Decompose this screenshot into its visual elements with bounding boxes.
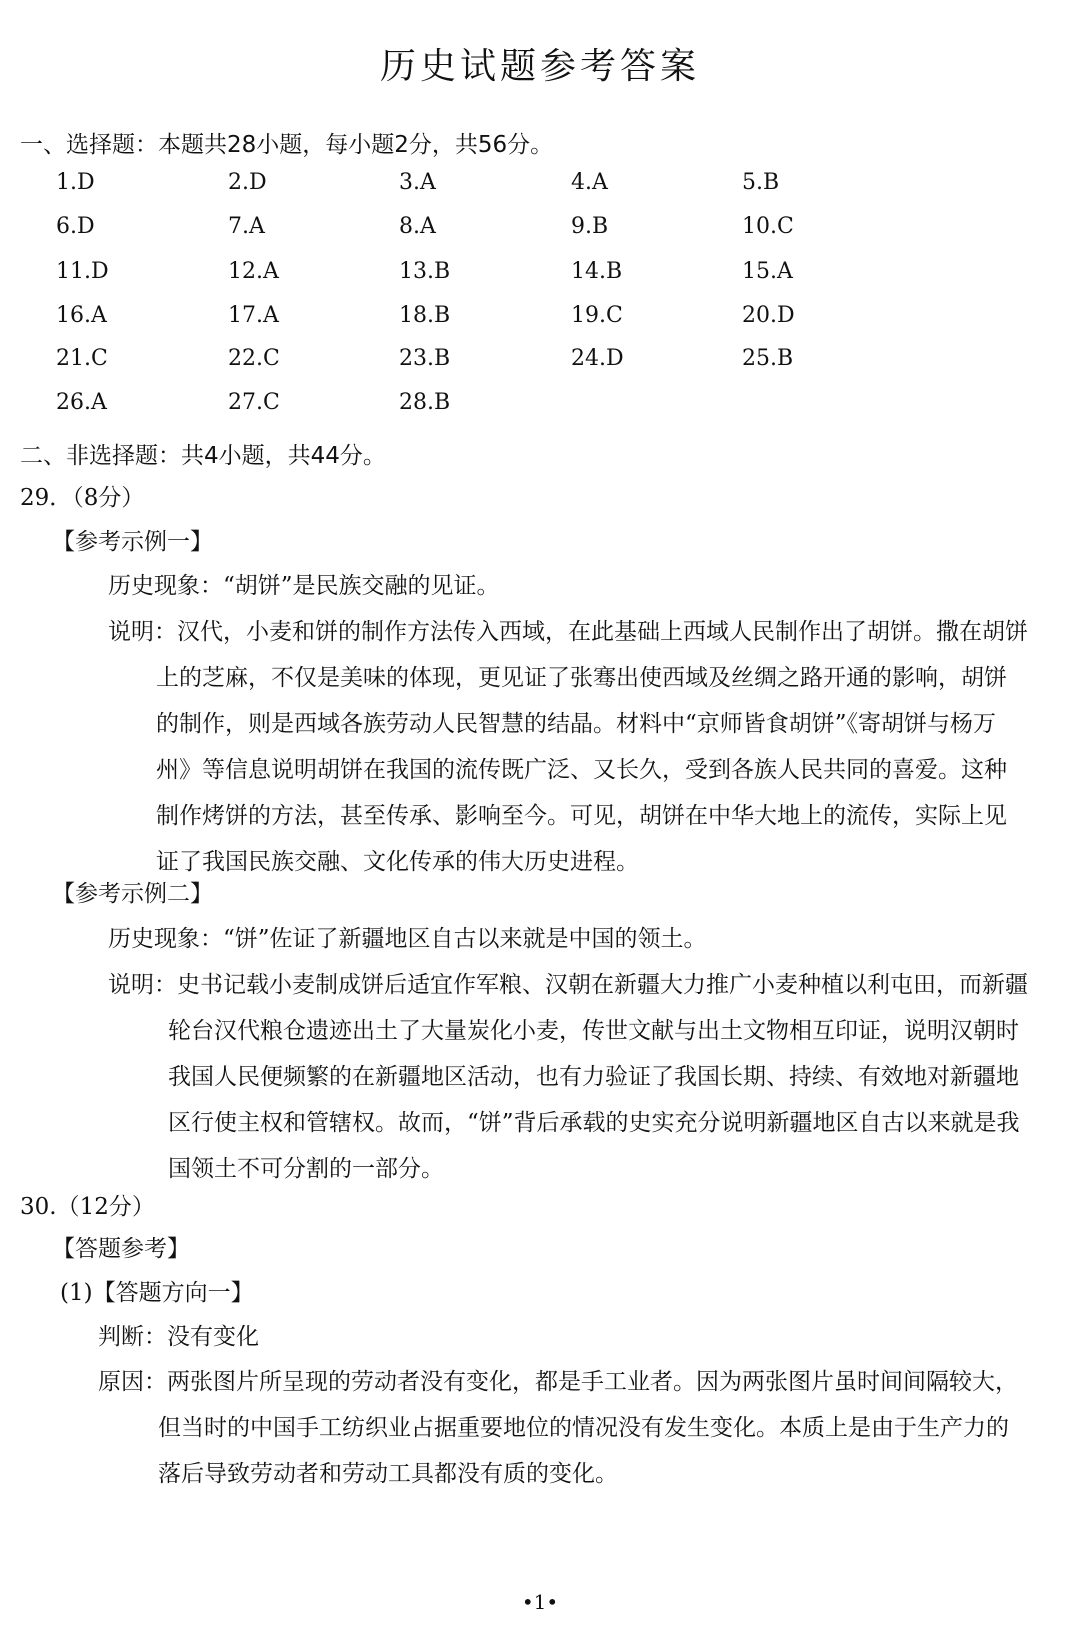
section2-heading: 二、非选择题：共4小题，共44分。 — [20, 443, 386, 469]
q30-reason — [98, 1359, 1030, 1497]
answer-item: 27.C — [228, 390, 280, 415]
q29-example2-phenomenon: 历史现象：“饼”佐证了新疆地区自古以来就是中国的领土。 — [108, 926, 707, 952]
answer-item: 20.D — [742, 303, 795, 328]
answer-item: 13.B — [399, 259, 451, 284]
answer-item: 4.A — [571, 170, 608, 195]
q29-label: 29．（8分） — [20, 485, 145, 511]
answer-item: 21.C — [56, 346, 108, 371]
answer-item: 11.D — [56, 259, 109, 284]
answer-item: 5.B — [742, 170, 780, 195]
section1-heading: 一、选择题：本题共28小题，每小题2分，共56分。 — [20, 132, 554, 158]
page-title: 历史试题参考答案 — [379, 46, 700, 87]
answer-item: 25.B — [742, 346, 794, 371]
description-label: 说明： — [108, 972, 177, 998]
answer-item: 12.A — [228, 259, 279, 284]
q30-reference-label: 【答题参考】 — [52, 1236, 190, 1262]
description-label: 说明： — [108, 619, 177, 645]
answer-item: 19.C — [571, 303, 623, 328]
q30-part1-label: (1)【答题方向一】 — [60, 1280, 254, 1306]
reason-text: 两张图片所呈现的劳动者没有变化，都是手工业者。因为两张图片虽时间间隔较大，但当时的中国手工纺织业占据重要地位的情况没有发生变化。本质上是由于生产力的落后导致劳动者和劳动工具都没有质的变化。 — [158, 1369, 1018, 1487]
answer-item: 18.B — [399, 303, 451, 328]
q29-example1-phenomenon: 历史现象：“胡饼”是民族交融的见证。 — [108, 573, 500, 599]
answer-item: 16.A — [56, 303, 107, 328]
page-number: •1• — [521, 1590, 559, 1614]
answer-item: 24.D — [571, 346, 624, 371]
answer-item: 17.A — [228, 303, 279, 328]
answer-item: 9.B — [571, 214, 609, 239]
q29-example1-description — [108, 609, 1028, 885]
reason-label: 原因： — [98, 1369, 167, 1395]
answer-item: 14.B — [571, 259, 623, 284]
answer-item: 6.D — [56, 214, 95, 239]
answer-item: 15.A — [742, 259, 793, 284]
answer-item: 28.B — [399, 390, 451, 415]
q30-label: 30.（12分） — [20, 1194, 155, 1220]
answer-item: 7.A — [228, 214, 265, 239]
answer-item: 23.B — [399, 346, 451, 371]
q29-example2-label: 【参考示例二】 — [52, 881, 213, 907]
answer-item: 10.C — [742, 214, 794, 239]
answer-item: 2.D — [228, 170, 267, 195]
description-text: 汉代，小麦和饼的制作方法传入西域，在此基础上西域人民制作出了胡饼。撒在胡饼上的芝麻，不仅是美味的体现，更见证了张骞出使西域及丝绸之路开通的影响，胡饼的制作，则是西域各族劳动人民智慧的结晶。材料中“京师皆食胡饼”《寄胡饼与杨万州》等信息说明胡饼在我国的流传既广泛、又长久，受到各族人民共同的喜爱。这种制作烤饼的方法，甚至传承、影响至今。可见，胡饼在中华大地上的流传，实际上见证了我国民族交融、文化传承的伟大历史进程。 — [156, 619, 1028, 875]
answer-item: 1.D — [56, 170, 95, 195]
answer-item: 3.A — [399, 170, 436, 195]
answer-item: 22.C — [228, 346, 280, 371]
q29-example1-label: 【参考示例一】 — [52, 529, 213, 555]
answer-item: 8.A — [399, 214, 436, 239]
description-text: 史书记载小麦制成饼后适宜作军粮、汉朝在新疆大力推广小麦种植以利屯田，而新疆轮台汉代粮仓遗迹出土了大量炭化小麦，传世文献与出土文物相互印证，说明汉朝时我国人民便频繁的在新疆地区活动，也有力验证了我国长期、持续、有效地对新疆地区行使主权和管辖权。故而，“饼”背后承载的史实充分说明新疆地区自古以来就是我国领土不可分割的一部分。 — [168, 972, 1028, 1182]
answer-item: 26.A — [56, 390, 107, 415]
q29-example2-description — [108, 962, 1028, 1192]
q30-judgment: 判断：没有变化 — [98, 1324, 259, 1350]
